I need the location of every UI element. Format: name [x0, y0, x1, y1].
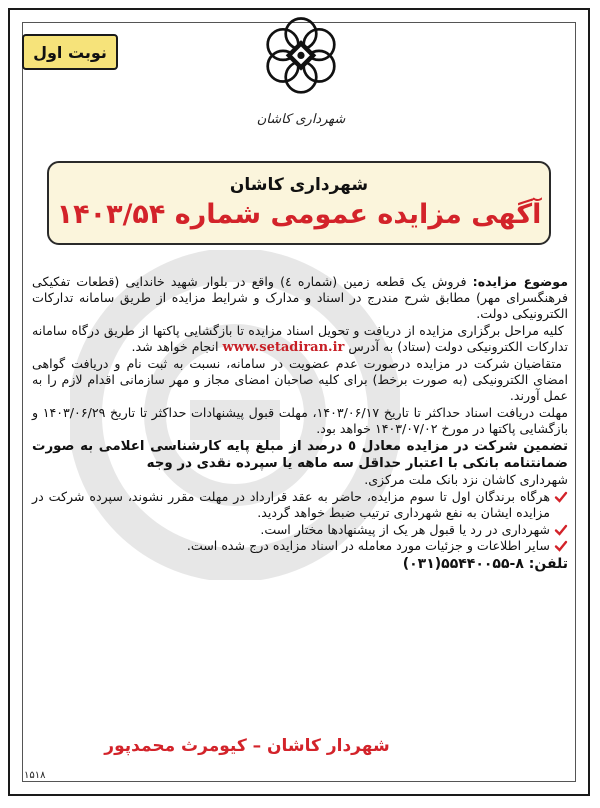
applicants-paragraph: [32, 356, 568, 405]
title-box: [47, 161, 551, 245]
mayor-signature: شهردار کاشان – کیومرث محمدپور: [104, 736, 390, 756]
procedure-paragraph: [32, 323, 568, 356]
procedure-text: کلیه مراحل برگزاری مزایده از دریافت و تحویل اسناد مزایده تا بازگشایی پاکتها از طریق درگاه سامانه تدارکات الکترونیکی دولت (ستاد) به آدرس: [32, 322, 568, 354]
subject-label: موضوع مزایده:: [472, 274, 568, 289]
guarantee-paragraph: تضمین شرکت در مزایده معادل ٥ درصد از مبلغ پایه کارشناسی اعلامی به صورت ضمانتنامه بانکی با اعتبار حداقل سه ماهه یا سپرده نقدی در وجه: [32, 439, 568, 472]
checkmark-icon: [554, 490, 568, 504]
list-item: [32, 538, 568, 554]
phone-line: [32, 556, 568, 572]
logo-caption: شهرداری کاشان: [256, 112, 346, 127]
phone-label: تلفن:: [523, 556, 568, 573]
ad-body: [32, 274, 568, 572]
bullet-text: شهرداری در رد یا قبول هر یک از پیشنهادها مختار است.: [260, 521, 550, 537]
subject-text: فروش یک قطعه زمین (شماره ٤) واقع در بلوار شهید خاندایی (قطعات تفکیکی فرهنگسرای مهر) مطابق شرح مندرج در اسناد و مدارک و شرایط مزایده از طریق سامانه تدارکات الکترونیکی دولت.: [32, 274, 568, 322]
auction-title: آگهی مزایده عمومی شماره ۱۴۰۳/۵۴: [56, 199, 542, 230]
applicants-text: متقاضیان شرکت در مزایده درصورت عدم عضویت در سامانه، نسبت به ثبت نام و دریافت گواهی امضای الکترونیکی (به صورت برخط) برای کلیه صاحبان امضای مجاز و مهر سازمانی اقدام لازم را به عمل آورند.: [32, 356, 568, 404]
procedure-end: انجام خواهد شد.: [131, 338, 223, 354]
ad-code: ۱۵۱۸: [24, 770, 46, 781]
list-item: [32, 489, 568, 521]
checkmark-icon: [554, 523, 568, 537]
issuer-name: شهرداری کاشان: [229, 175, 369, 195]
guarantee-end: شهرداری کاشان نزد بانک ملت مرکزی.: [364, 472, 568, 488]
website-link[interactable]: www.setadiran.ir: [222, 339, 345, 355]
conditions-list: [32, 489, 568, 554]
kashan-municipality-logo: [256, 14, 346, 104]
list-item: [32, 522, 568, 538]
deadlines-paragraph: مهلت دریافت اسناد حداکثر تا تاریخ ۱۴۰۳/۰۶/۱۷، مهلت قبول پیشنهادات حداکثر تا تاریخ ۱۴۰۳/۰۶/۲۹ و بازگشایی پاکتها در مورخ ۱۴۰۳/۰۷/۰۲ خواهد بود.: [32, 404, 568, 436]
subject-paragraph: [32, 274, 568, 323]
bullet-text: هرگاه برندگان اول تا سوم مزایده، حاضر به عقد قرارداد در مهلت مقرر نشوند، سپرده شرکت در مزایده ایشان به نفع شهرداری ترتیب ضبط خواهد گردید.: [32, 489, 550, 521]
bullet-text: سایر اطلاعات و جزئیات مورد معامله در اسناد مزایده درج شده است.: [186, 537, 550, 553]
first-publication-badge: نوبت اول: [22, 34, 118, 70]
checkmark-icon: [554, 539, 568, 553]
phone-number[interactable]: (۰۳۱)۵۵۴۴۰۰۵۵-۸: [402, 556, 524, 573]
